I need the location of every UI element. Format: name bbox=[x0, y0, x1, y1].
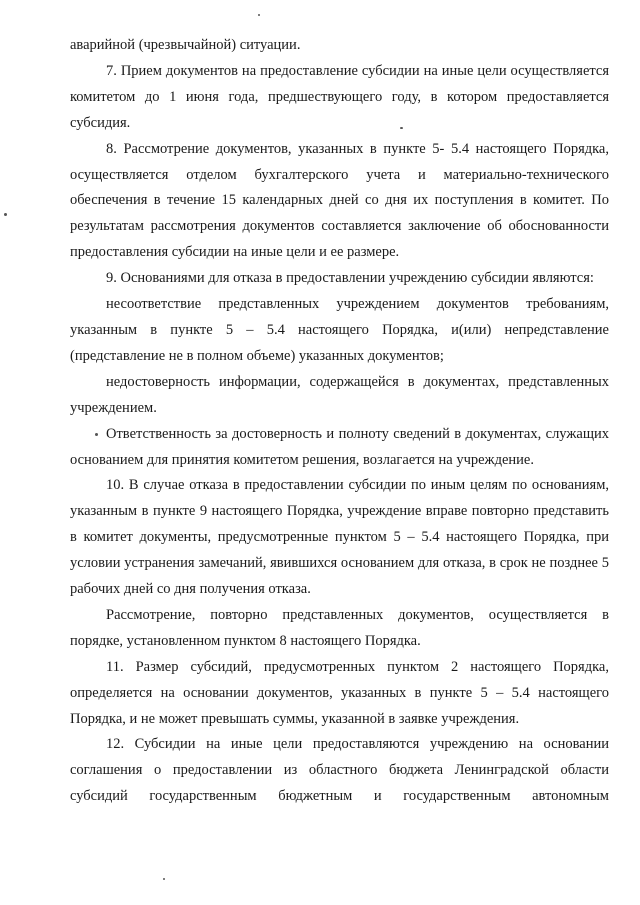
paragraph-continuation: аварийной (чрезвычайной) ситуации. bbox=[70, 37, 301, 53]
document-body bbox=[70, 33, 609, 810]
scan-speck bbox=[4, 213, 7, 216]
scan-speck bbox=[258, 14, 260, 16]
paragraph-9-responsibility: Ответственность за достоверность и полноту сведений в документах, служащих основанием для принятия комитетом решения, возлагается на учреждение. bbox=[70, 425, 609, 468]
paragraph-8: 8. Рассмотрение документов, указанных в пункте 5- 5.4 настоящего Порядка, осуществляется отделом бухгалтерского учета и материально-технического обеспечения в течение 15 календарных дней со дня их поступления в комитет. По результатам рассмотрения документов составляется заключение об обоснованности предоставления субсидии на иные цели и ее размере. bbox=[70, 140, 609, 261]
paragraph-10: 10. В случае отказа в предоставлении субсидии по иным целям по основаниям, указанным в пункте 9 настоящего Порядка, учреждение вправе повторно представить в комитет документы, предусмотренные пунктом 5 – 5.4 настоящего Порядка, при условии устранения замечаний, явившихся основанием для отказа, в срок не позднее 5 рабочих дней со дня получения отказа. bbox=[70, 477, 609, 598]
paragraph-11: 11. Размер субсидий, предусмотренных пунктом 2 настоящего Порядка, определяется на основании документов, указанных в пункте 5 – 5.4 настоящего Порядка, и не может превышать суммы, указанной в заявке учреждения. bbox=[70, 658, 609, 727]
scan-speck bbox=[163, 878, 165, 880]
paragraph-10-review: Рассмотрение, повторно представленных документов, осуществляется в порядке, установленном пунктом 8 настоящего Порядка. bbox=[70, 606, 609, 649]
paragraph-7: 7. Прием документов на предоставление субсидии на иные цели осуществляется комитетом до 1 июня года, предшествующего году, в котором предоставляется субсидия. bbox=[70, 62, 609, 131]
paragraph-12: 12. Субсидии на иные цели предоставляются учреждению на основании соглашения о предоставлении из областного бюджета Ленинградской области субсидий государственным бюджетным и государственным автономным bbox=[70, 736, 609, 805]
paragraph-9-item-unreliable: недостоверность информации, содержащейся в документах, представленных учреждением. bbox=[70, 373, 609, 416]
paragraph-9-item-mismatch: несоответствие представленных учреждением документов требованиям, указанным в пункте 5 – 5.4 настоящего Порядка, и(или) непредставление (представление не в полном объеме) указанных документов; bbox=[70, 296, 609, 364]
paragraph-9: 9. Основаниями для отказа в предоставлении учреждению субсидии являются: bbox=[106, 270, 594, 287]
